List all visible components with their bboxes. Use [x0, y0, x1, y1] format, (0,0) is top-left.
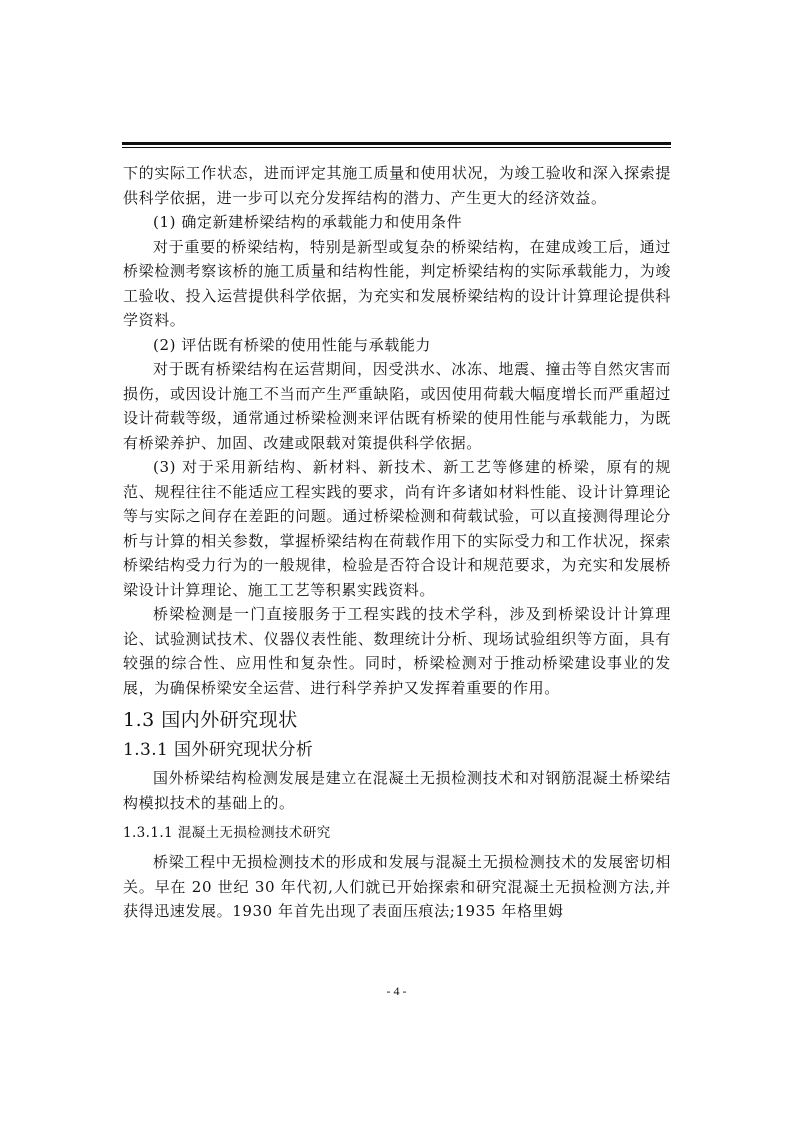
list-item-1-heading: (1) 确定新建桥梁结构的承载能力和使用条件: [153, 213, 463, 231]
paragraph-continuation: 下的实际工作状态，进而评定其施工质量和使用状况，为竣工验收和深入探索提供科学依据，进一步可以充分发挥结构的潜力、产生更大的经济效益。: [123, 164, 671, 207]
list-item-2-heading: (2) 评估既有桥梁的使用性能与承载能力: [153, 335, 432, 354]
section-heading-1-3-1: 1.3.1 国外研究现状分析: [123, 740, 314, 760]
page-number: - 4 -: [386, 984, 407, 998]
section-heading-1-3-1-1: 1.3.1.1 混凝土无损检测技术研究: [123, 825, 331, 841]
paragraph-bridge-inspection: 桥梁检测是一门直接服务于工程实践的技术学科，涉及到桥梁设计计算理论、试验测试技术、仪器仪表性能、数理统计分析、现场试验组织等方面，具有较强的综合性、应用性和复杂性。同时，桥梁检测对于推动桥梁建设事业的发展，为确保桥梁安全运营、进行科学养护又发挥着重要的作用。: [123, 605, 671, 697]
paragraph-existing-bridge: 对于既有桥梁结构在运营期间，因受洪水、冰冻、地震、撞击等自然灾害而损伤，或因设计施工不当而产生严重缺陷，或因使用荷载大幅度增长而严重超过设计荷载等级，通常通过桥梁检测来评估既有桥梁的使用性能与承载能力，为既有桥梁养护、加固、改建或限载对策提供科学依据。: [123, 360, 671, 452]
paragraph-new-bridge: 对于重要的桥梁结构，特别是新型或复杂的桥梁结构，在建成竣工后，通过桥梁检测考察该桥的施工质量和结构性能，判定桥梁结构的实际承载能力，为竣工验收、投入运营提供科学依据，为充实和发展桥梁结构的设计计算理论提供科学资料。: [123, 237, 671, 329]
paragraph-foreign-research: 国外桥梁结构检测发展是建立在混凝土无损检测技术和对钢筋混凝土桥梁结构模拟技术的基础上的。: [123, 769, 671, 812]
section-heading-1-3: 1.3 国内外研究现状: [123, 709, 298, 731]
paragraph-ndt-research: 桥梁工程中无损检测技术的形成和发展与混凝土无损检测技术的发展密切相关。早在 20 世纪 30 年代初,人们就已开始探索和研究混凝土无损检测方法,并获得迅速发展。1930 年首先出现了表面压痕法;1935 年格里姆: [123, 853, 671, 920]
page-body: [123, 161, 671, 924]
header-rule-thin: [122, 147, 671, 148]
paragraph-list-item-3: (3) 对于采用新结构、新材料、新技术、新工艺等修建的桥梁，原有的规范、规程往往不能适应工程实践的要求，尚有许多诸如材料性能、设计计算理论等与实际之间存在差距的问题。通过桥梁检测和荷载试验，可以直接测得理论分析与计算的相关参数，掌握桥梁结构在荷载作用下的实际受力和工作状况，探索桥梁结构受力行为的一般规律，检验是否符合设计和规范要求，为充实和发展桥梁设计计算理论、施工工艺等积累实践资料。: [123, 458, 671, 599]
header-rule-thick: [122, 142, 671, 145]
